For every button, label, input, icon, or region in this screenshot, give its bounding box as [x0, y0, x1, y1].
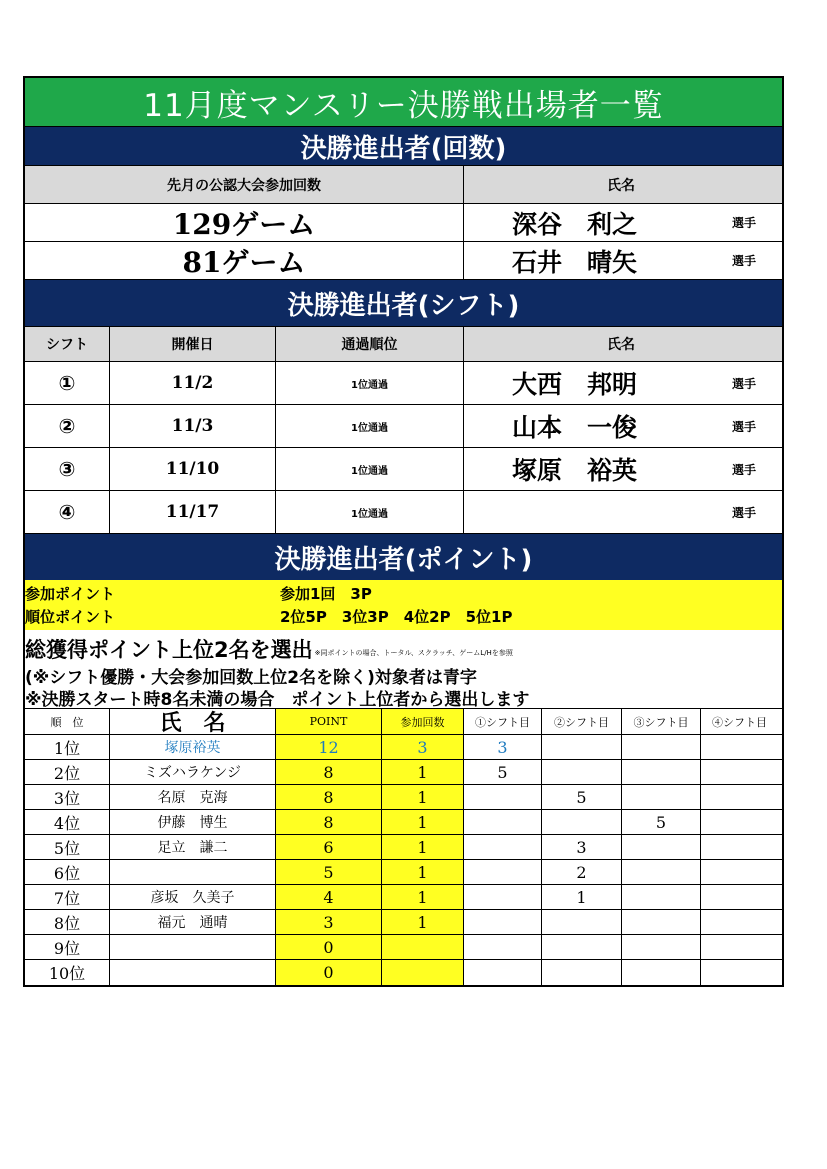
player-suffix: 選手 — [731, 216, 756, 230]
player-suffix: 選手 — [731, 254, 756, 268]
rank: 10位 — [25, 960, 110, 985]
monthly-finals-sheet — [23, 76, 784, 987]
entry-count: 1 — [382, 860, 464, 884]
shift-1-point — [464, 810, 542, 834]
shift-table-header — [25, 327, 782, 362]
rank: 1位 — [25, 735, 110, 759]
player-name — [110, 860, 276, 884]
player-name: 足立 謙二 — [110, 835, 276, 859]
pass-rank: 1位通過 — [276, 448, 464, 490]
shift-4-point — [701, 860, 778, 884]
shift-4-point — [701, 810, 778, 834]
col-shift-3: ③シフト目 — [622, 709, 701, 734]
shift-3-point — [622, 935, 701, 959]
player-name: 大西 邦明 — [512, 370, 638, 399]
col-point: POINT — [276, 709, 382, 734]
total-point: 3 — [276, 910, 382, 934]
shift-2-point: 1 — [542, 885, 622, 909]
section-count-heading: 決勝進出者(回数) — [25, 127, 782, 166]
shift-2-point: 3 — [542, 835, 622, 859]
shift-3-point — [622, 760, 701, 784]
shift-3-point: 5 — [622, 810, 701, 834]
count-table-header — [25, 166, 782, 204]
player-name: 山本 一俊 — [512, 413, 638, 442]
rule-label: 順位ポイント — [25, 608, 116, 626]
pass-rank: 1位通過 — [276, 405, 464, 447]
pass-rank: 1位通過 — [276, 362, 464, 404]
shift-3-point — [622, 785, 701, 809]
total-point: 8 — [276, 785, 382, 809]
shift-4-point — [701, 885, 778, 909]
ranking-row — [25, 960, 782, 985]
player-suffix: 選手 — [731, 376, 756, 391]
rank: 2位 — [25, 760, 110, 784]
shift-4-point — [701, 910, 778, 934]
shift-2-point — [542, 810, 622, 834]
event-date: 11/10 — [110, 448, 276, 490]
total-point: 5 — [276, 860, 382, 884]
shift-2-point — [542, 735, 622, 759]
rule-label: 参加ポイント — [25, 585, 116, 603]
shift-1-point: 5 — [464, 760, 542, 784]
rule-value: 2位5P 3位3P 4位2P 5位1P — [280, 608, 513, 626]
player-name — [110, 960, 276, 985]
shift-number: ② — [25, 405, 110, 447]
player-suffix: 選手 — [731, 505, 756, 520]
player-name — [110, 935, 276, 959]
shift-row — [25, 405, 782, 448]
section-point-heading: 決勝進出者(ポイント) — [25, 534, 782, 580]
ranking-row — [25, 885, 782, 910]
rank: 3位 — [25, 785, 110, 809]
rank: 6位 — [25, 860, 110, 884]
col-count-header: 先月の公認大会参加回数 — [25, 166, 464, 203]
section-shift-heading: 決勝進出者(シフト) — [25, 280, 782, 327]
shift-number: ① — [25, 362, 110, 404]
shift-1-point — [464, 935, 542, 959]
shift-1-point — [464, 785, 542, 809]
player-name: 福元 通晴 — [110, 910, 276, 934]
selection-note-main: 総獲得ポイント上位2名を選出 — [25, 638, 313, 662]
exclusion-note: (※シフト優勝・大会参加回数上位2名を除く)対象者は青字 — [25, 667, 477, 688]
rule-value: 参加1回 3P — [280, 585, 372, 603]
player-suffix: 選手 — [731, 462, 756, 477]
shift-row — [25, 491, 782, 534]
col-rank: 順 位 — [25, 709, 110, 734]
ranking-row — [25, 860, 782, 885]
total-point: 6 — [276, 835, 382, 859]
rank: 5位 — [25, 835, 110, 859]
col-name-header: 氏名 — [607, 337, 635, 353]
tie-break-note: ※同ポイントの場合、トータル、スクラッチ、ゲームL/Hを参照 — [314, 649, 513, 657]
entry-count — [382, 960, 464, 985]
player-name: 石井 晴矢 — [512, 247, 638, 277]
ranking-row — [25, 935, 782, 960]
shift-4-point — [701, 935, 778, 959]
player-name: 塚原裕英 — [110, 735, 276, 759]
entry-count: 1 — [382, 910, 464, 934]
count-row — [25, 204, 782, 242]
shift-3-point — [622, 885, 701, 909]
shift-3-point — [622, 860, 701, 884]
entry-count — [382, 935, 464, 959]
shift-2-point: 2 — [542, 860, 622, 884]
shift-1-point: 3 — [464, 735, 542, 759]
shift-1-point — [464, 960, 542, 985]
player-name: 塚原 裕英 — [512, 456, 638, 485]
shift-number: ③ — [25, 448, 110, 490]
entry-count: 3 — [382, 735, 464, 759]
event-date: 11/3 — [110, 405, 276, 447]
shift-2-point — [542, 935, 622, 959]
entry-count: 1 — [382, 785, 464, 809]
rank: 4位 — [25, 810, 110, 834]
player-name: 深谷 利之 — [512, 209, 638, 239]
total-point: 0 — [276, 935, 382, 959]
shift-3-point — [622, 835, 701, 859]
shift-2-point — [542, 910, 622, 934]
total-point: 12 — [276, 735, 382, 759]
shift-row — [25, 448, 782, 491]
shift-4-point — [701, 760, 778, 784]
col-name: 氏 名 — [110, 709, 276, 734]
pass-rank: 1位通過 — [276, 491, 464, 533]
col-count: 参加回数 — [382, 709, 464, 734]
ranking-row — [25, 835, 782, 860]
entry-count: 1 — [382, 760, 464, 784]
total-point: 4 — [276, 885, 382, 909]
shift-1-point — [464, 885, 542, 909]
shift-3-point — [622, 960, 701, 985]
col-date-header: 開催日 — [110, 327, 276, 361]
games-count: 129ゲーム — [25, 204, 464, 241]
event-date: 11/17 — [110, 491, 276, 533]
entry-count: 1 — [382, 835, 464, 859]
shift-4-point — [701, 785, 778, 809]
player-name: 名原 克海 — [110, 785, 276, 809]
rank: 9位 — [25, 935, 110, 959]
rank: 7位 — [25, 885, 110, 909]
shift-1-point — [464, 910, 542, 934]
shift-row — [25, 362, 782, 405]
ranking-row — [25, 760, 782, 785]
point-rules — [25, 580, 782, 630]
entry-count: 1 — [382, 885, 464, 909]
shift-4-point — [701, 835, 778, 859]
col-shift-1: ①シフト目 — [464, 709, 542, 734]
col-shift-header: シフト — [25, 327, 110, 361]
ranking-row — [25, 735, 782, 760]
player-suffix: 選手 — [731, 419, 756, 434]
selection-note — [25, 630, 782, 664]
col-shift-2: ②シフト目 — [542, 709, 622, 734]
col-name-header: 氏名 — [607, 177, 635, 194]
col-rank-header: 通過順位 — [276, 327, 464, 361]
total-point: 0 — [276, 960, 382, 985]
total-point: 8 — [276, 810, 382, 834]
shift-2-point: 5 — [542, 785, 622, 809]
event-date: 11/2 — [110, 362, 276, 404]
player-name: 彦坂 久美子 — [110, 885, 276, 909]
col-shift-4: ④シフト目 — [712, 715, 767, 729]
total-point: 8 — [276, 760, 382, 784]
shift-2-point — [542, 960, 622, 985]
shift-3-point — [622, 735, 701, 759]
games-count: 81ゲーム — [25, 242, 464, 279]
rank: 8位 — [25, 910, 110, 934]
shift-1-point — [464, 860, 542, 884]
fallback-note: ※決勝スタート時8名未満の場合 ポイント上位者から選出します — [25, 686, 782, 709]
shift-4-point — [701, 960, 778, 985]
shift-number: ④ — [25, 491, 110, 533]
ranking-row — [25, 910, 782, 935]
shift-4-point — [701, 735, 778, 759]
ranking-row — [25, 810, 782, 835]
ranking-header — [25, 709, 782, 735]
shift-3-point — [622, 910, 701, 934]
ranking-row — [25, 785, 782, 810]
player-name: 伊藤 博生 — [110, 810, 276, 834]
count-row — [25, 242, 782, 280]
entry-count: 1 — [382, 810, 464, 834]
shift-2-point — [542, 760, 622, 784]
page-title: 11月度マンスリー決勝戦出場者一覧 — [25, 78, 782, 127]
shift-1-point — [464, 835, 542, 859]
player-name: ミズハラケンジ — [110, 760, 276, 784]
